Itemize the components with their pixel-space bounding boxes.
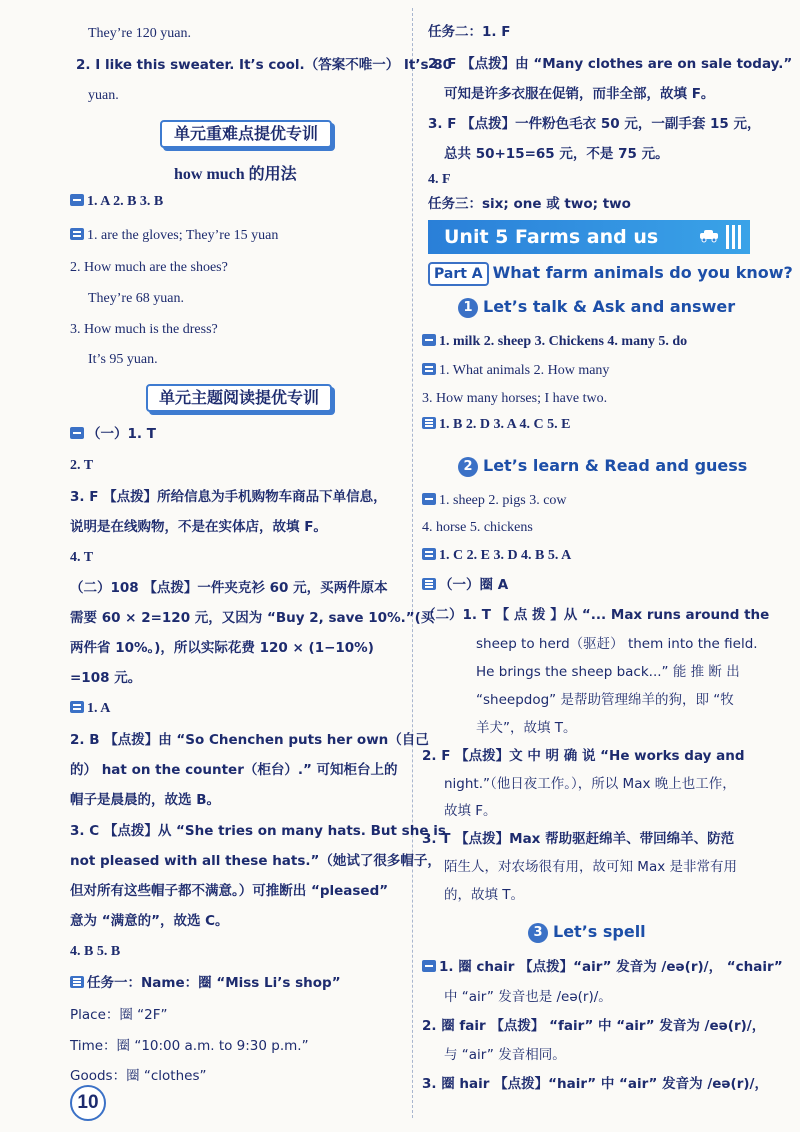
column-divider — [412, 8, 413, 1118]
answer-line: 4. F — [428, 172, 451, 187]
page-number: 10 — [70, 1085, 106, 1121]
answer-line: 1. A — [70, 699, 110, 719]
section-1-header: 1 Let’s talk & Ask and answer — [458, 297, 735, 318]
answer-line: 陌生人，对农场很有用，故可知 Max 是非常有用 — [444, 859, 737, 875]
answer-line: 1. B 2. D 3. A 4. C 5. E — [422, 415, 570, 435]
answer-line: 与 “air” 发音相同。 — [444, 1047, 566, 1063]
answer-line: 3. How many horses; I have two. — [422, 391, 608, 406]
answer-line: 1. sheep 2. pigs 3. cow — [422, 491, 567, 511]
part-two-icon — [422, 548, 436, 560]
part-one-icon — [70, 427, 84, 439]
answer-line: （一）圈 A — [422, 575, 508, 595]
answer-line: yuan. — [88, 88, 119, 103]
answer-line: 说明是在线购物，不是在实体店，故填 F。 — [70, 519, 327, 535]
section-title-reading: 单元主题阅读提优专训 — [146, 384, 332, 412]
answer-line: 帽子是晨晨的，故选 B。 — [70, 792, 220, 808]
answer-line: 但对所有这些帽子都不满意。）可推断出 “pleased” — [70, 883, 389, 899]
part-one-icon — [422, 960, 436, 972]
part-three-icon — [422, 578, 436, 590]
part-two-icon — [70, 228, 84, 240]
answer-line: （一）1. T — [70, 424, 156, 444]
section-2-header: 2 Let’s learn & Read and guess — [458, 456, 747, 477]
answer-line: 中 “air” 发音也是 /eə(r)/。 — [444, 989, 612, 1005]
answer-line: 总共 50+15=65 元，不是 75 元。 — [444, 146, 669, 162]
answer-line: 3. 圈 hair 【点拨】“hair” 中 “air” 发音为 /eə(r)/， — [422, 1076, 768, 1092]
answer-line: 2. I like this sweater. It’s cool.（答案不唯一） It’s 80 — [76, 57, 453, 73]
answer-line: （二）108 【点拨】一件夹克衫 60 元，买两件原本 — [70, 580, 388, 596]
answer-line: 3. How much is the dress? — [70, 322, 218, 337]
section-subtitle: how much 的用法 — [174, 166, 297, 183]
part-a-header — [428, 262, 793, 288]
answer-line: 2. F 【点拨】由 “Many clothes are on sale today.” — [428, 56, 793, 72]
answer-line: 2. F 【点拨】文 中 明 确 说 “He works day and — [422, 748, 745, 764]
answer-line: 2. 圈 fair 【点拨】 “fair” 中 “air” 发音为 /eə(r)/， — [422, 1018, 766, 1034]
answer-line: He brings the sheep back...” 能 推 断 出 — [476, 664, 740, 680]
answer-line: 3. C 【点拨】从 “She tries on many hats. But she is — [70, 823, 446, 839]
answer-line: 3. T 【点拨】Max 帮助驱赶绵羊、带回绵羊、防范 — [422, 831, 735, 847]
answer-line: 意为 “满意的”，故选 C。 — [70, 913, 229, 929]
section-title-key-points: 单元重难点提优专训 — [160, 120, 332, 148]
answer-line: 2. B 【点拨】由 “So Chenchen puts her own（自己 — [70, 732, 429, 748]
unit-title: Unit 5 Farms and us — [444, 226, 659, 248]
answer-line: 1. A 2. B 3. B — [70, 192, 163, 212]
answer-line: 1. milk 2. sheep 3. Chickens 4. many 5. do — [422, 332, 687, 352]
unit-title-bar — [428, 220, 750, 254]
part-one-icon — [422, 493, 436, 505]
part-two-icon — [70, 701, 84, 713]
answer-line: 故填 F。 — [444, 803, 497, 819]
answer-line: =108 元。 — [70, 670, 142, 686]
answer-line: It’s 95 yuan. — [88, 352, 158, 367]
answer-line: 1. C 2. E 3. D 4. B 5. A — [422, 546, 571, 566]
answer-line: 2. How much are the shoes? — [70, 260, 228, 275]
section-3-header: 3 Let’s spell — [528, 922, 646, 943]
answer-line: 的） hat on the counter（柜台）.” 可知柜台上的 — [70, 762, 398, 778]
car-icon — [698, 229, 720, 243]
answer-line: 2. T — [70, 458, 94, 473]
answer-line: 4. horse 5. chickens — [422, 520, 533, 535]
part-a-tag: Part A — [428, 262, 489, 286]
answer-line: 两件省 10%。)，所以实际花费 120 × (1−10%) — [70, 640, 374, 656]
answer-line: Time：圈 “10:00 a.m. to 9:30 p.m.” — [70, 1038, 309, 1054]
section-number-badge: 3 — [528, 923, 548, 943]
answer-line: 1. 圈 chair 【点拨】“air” 发音为 /eə(r)/， “chair” — [422, 957, 783, 977]
answer-line: “sheepdog” 是帮助管理绵羊的狗，即 “牧 — [476, 692, 734, 708]
answer-line: （二）1. T 【 点 拨 】从 “... Max runs around the — [422, 607, 770, 623]
section-number-badge: 1 — [458, 298, 478, 318]
answer-line: 1. What animals 2. How many — [422, 361, 609, 381]
answer-line: 3. F 【点拨】所给信息为手机购物车商品下单信息， — [70, 489, 387, 505]
decorative-stripes — [726, 225, 742, 249]
part-three-icon — [422, 417, 436, 429]
answer-line: sheep to herd（驱赶） them into the field. — [476, 636, 758, 652]
answer-line: not pleased with all these hats.”（她试了很多帽子， — [70, 853, 441, 869]
part-three-icon — [70, 976, 84, 988]
answer-line: Place：圈 “2F” — [70, 1007, 168, 1023]
answer-line: 3. F 【点拨】一件粉色毛衣 50 元，一副手套 15 元， — [428, 116, 761, 132]
answer-line: Goods：圈 “clothes” — [70, 1068, 207, 1084]
answer-line: 4. B 5. B — [70, 944, 121, 959]
answer-line: 1. are the gloves; They’re 15 yuan — [70, 226, 278, 246]
part-two-icon — [422, 363, 436, 375]
answer-line: 任务三：six; one 或 two; two — [428, 196, 631, 212]
answer-line: They’re 120 yuan. — [88, 26, 192, 41]
part-one-icon — [70, 194, 84, 206]
answer-line: 任务二：1. F — [428, 24, 511, 40]
part-a-title: What farm animals do you know? — [492, 263, 793, 282]
answer-line: 的，故填 T。 — [444, 887, 525, 903]
answer-line: night.”（他日夜工作。），所以 Max 晚上也工作， — [444, 776, 736, 792]
answer-line: 4. T — [70, 550, 94, 565]
answer-line: 需要 60 × 2=120 元，又因为 “Buy 2, save 10%.”(买 — [70, 610, 435, 626]
answer-line: 羊犬”，故填 T。 — [476, 720, 577, 736]
answer-line: They’re 68 yuan. — [88, 291, 185, 306]
answer-line: 任务一：Name：圈 “Miss Li’s shop” — [70, 973, 341, 993]
section-number-badge: 2 — [458, 457, 478, 477]
answer-line: 可知是许多衣服在促销，而非全部，故填 F。 — [444, 86, 715, 102]
part-one-icon — [422, 334, 436, 346]
